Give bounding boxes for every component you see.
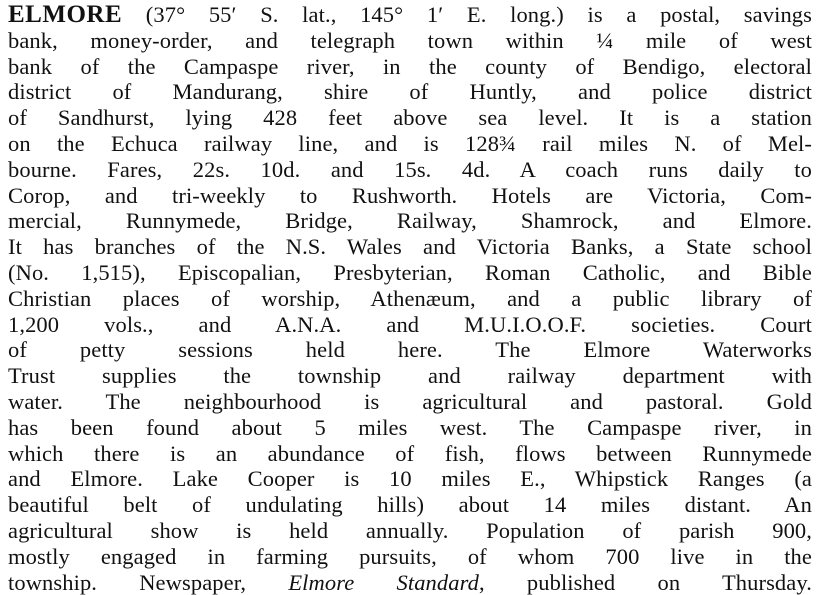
entry-line: Christian places of worship, Athenæum, and a public library of (8, 285, 812, 311)
entry-line: of Sandhurst, lying 428 feet above sea level. It is a station (8, 105, 812, 131)
entry-line: Trust supplies the township and railway department with (8, 363, 812, 389)
entry-line: 1,200 vols., and A.N.A. and M.U.I.O.O.F. societies. Court (8, 311, 812, 337)
entry-line-text: , published on Thursday. (478, 569, 812, 595)
entry-line-1 (8, 2, 812, 28)
newspaper-title: Elmore Standard (288, 569, 479, 595)
entry-line: of petty sessions held here. The Elmore Waterworks (8, 337, 812, 363)
entry-line: beautiful belt of undulating hills) about 14 miles distant. An (8, 492, 812, 518)
entry-line: which there is an abundance of fish, flows between Runnymede (8, 440, 812, 466)
entry-line: mercial, Runnymede, Bridge, Railway, Shamrock, and Elmore. (8, 208, 812, 234)
entry-last-line (8, 570, 812, 595)
entry-line: It has branches of the N.S. Wales and Victoria Banks, a State school (8, 234, 812, 260)
entry-line-text: (37° 55′ S. lat., 145° 1′ E. long.) is a postal, savings (122, 2, 812, 27)
entry-line: water. The neighbourhood is agricultural and pastoral. Gold (8, 388, 812, 414)
entry-line: bank of the Campaspe river, in the county of Bendigo, electoral (8, 53, 812, 79)
entry-line: and Elmore. Lake Cooper is 10 miles E., Whipstick Ranges (a (8, 466, 812, 492)
entry-line-text: township. Newspaper, (8, 569, 289, 595)
entry-line: agricultural show is held annually. Population of parish 900, (8, 517, 812, 543)
entry-line: Corop, and tri-weekly to Rushworth. Hotels are Victoria, Com- (8, 182, 812, 208)
entry-line: on the Echuca railway line, and is 128¾ rail miles N. of Mel- (8, 130, 812, 156)
entry-line: bourne. Fares, 22s. 10d. and 15s. 4d. A coach runs daily to (8, 156, 812, 182)
entry-line: has been found about 5 miles west. The Campaspe river, in (8, 414, 812, 440)
entry-line: district of Mandurang, shire of Huntly, and police district (8, 79, 812, 105)
entry-line: (No. 1,515), Episcopalian, Presbyterian, Roman Catholic, and Bible (8, 259, 812, 285)
entry-headword: ELMORE (8, 2, 123, 28)
entry-line: bank, money-order, and telegraph town within ¼ mile of west (8, 27, 812, 53)
entry-line: mostly engaged in farming pursuits, of whom 700 live in the (8, 543, 812, 569)
